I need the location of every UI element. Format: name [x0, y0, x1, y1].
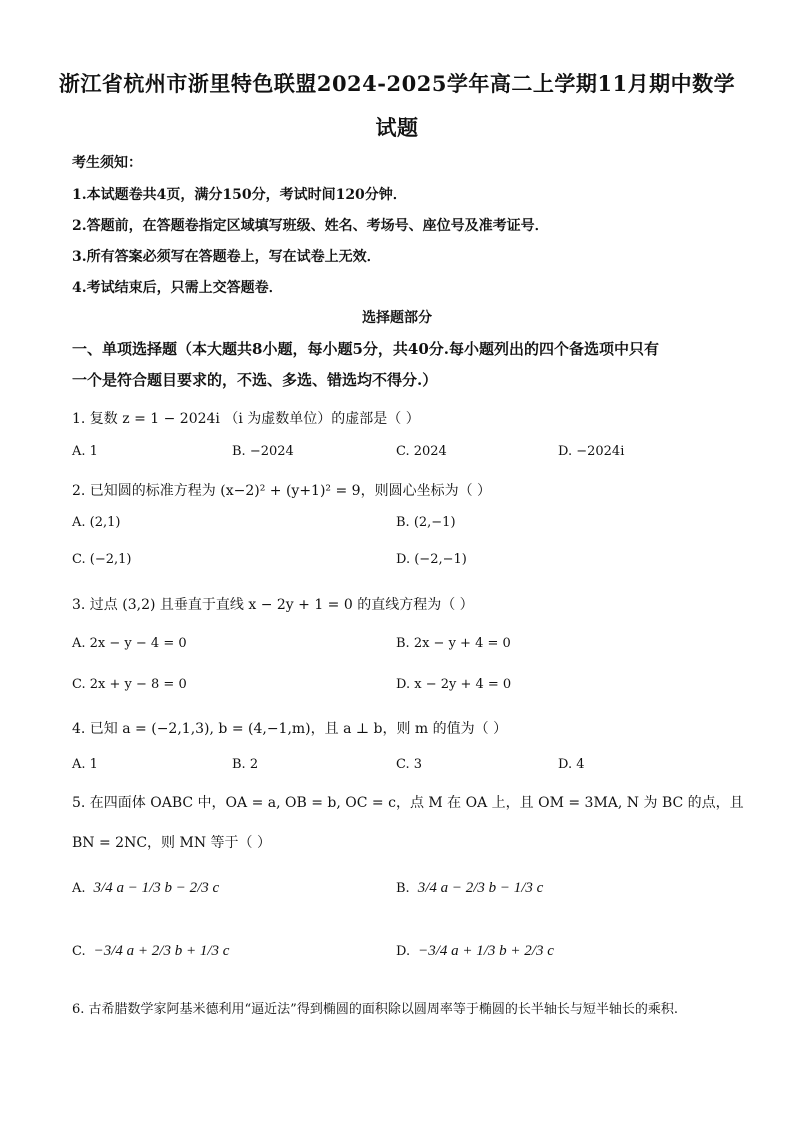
q3-option-a: A. 2x − y − 4 = 0	[72, 636, 187, 651]
question-5-stem-line1: 5. 在四面体 OABC 中，OA = a, OB = b, OC = c，点 M 在 OA 上，且 OM = 3MA, N 为 BC 的点，且	[72, 795, 744, 811]
q1-option-b: B. −2024	[232, 444, 294, 459]
q4-option-c: C. 3	[396, 757, 423, 772]
q5-option-c-expr: −3/4 a + 2/3 b + 1/3 c	[93, 943, 230, 959]
part1-instructions-line1: 一、单项选择题（本大题共8小题，每小题5分，共40分.每小题列出的四个备选项中只有	[72, 340, 659, 358]
question-4-stem: 4. 已知 a = (−2,1,3), b = (4,−1,m)，且 a ⊥ b，则 m 的值为（ ）	[72, 721, 508, 737]
q5-option-d-label: D.	[396, 944, 411, 959]
notice-heading: 考生须知：	[72, 155, 142, 171]
q5-option-b	[396, 880, 543, 897]
q4-option-b: B. 2	[232, 757, 259, 772]
q3-option-d: D. x − 2y + 4 = 0	[396, 677, 512, 692]
question-1-stem: 1. 复数 z = 1 − 2024i （i 为虚数单位）的虚部是（ ）	[72, 411, 420, 427]
question-5-stem-line2: BN = 2NC，则 MN 等于（ ）	[72, 835, 271, 851]
question-3-stem: 3. 过点 (3,2) 且垂直于直线 x − 2y + 1 = 0 的直线方程为（ ）	[72, 597, 474, 613]
question-6-stem: 6. 古希腊数学家阿基米德利用“逼近法”得到椭圆的面积除以圆周率等于椭圆的长半轴长与短半轴长的乘积.	[72, 1002, 678, 1017]
q5-option-a-label: A.	[72, 881, 86, 896]
q5-option-c-label: C.	[72, 944, 86, 959]
q1-option-c: C. 2024	[396, 444, 447, 459]
q5-option-b-label: B.	[396, 881, 410, 896]
q1-option-d: D. −2024i	[558, 444, 625, 459]
notice-item-2: 2.答题前，在答题卷指定区域填写班级、姓名、考场号、座位号及准考证号．	[72, 218, 549, 234]
q5-option-a-expr: 3/4 a − 1/3 b − 2/3 c	[93, 880, 220, 896]
q5-option-d	[396, 943, 554, 960]
question-2-stem: 2. 已知圆的标准方程为 (x−2)² + (y+1)² = 9，则圆心坐标为（ ）	[72, 483, 492, 499]
q2-option-a: A. (2,1)	[72, 515, 121, 530]
q3-option-b: B. 2x − y + 4 = 0	[396, 636, 511, 651]
q5-option-d-expr: −3/4 a + 1/3 b + 2/3 c	[418, 943, 554, 959]
q5-option-c	[72, 943, 229, 960]
q3-option-c: C. 2x + y − 8 = 0	[72, 677, 187, 692]
section-title: 选择题部分	[362, 310, 432, 326]
q1-option-a: A. 1	[72, 444, 98, 459]
q5-option-a	[72, 880, 219, 897]
notice-item-3: 3.所有答案必须写在答题卷上，写在试卷上无效．	[72, 249, 381, 265]
q5-option-b-expr: 3/4 a − 2/3 b − 1/3 c	[417, 880, 544, 896]
q4-option-d: D. 4	[558, 757, 585, 772]
q2-option-d: D. (−2,−1)	[396, 552, 467, 567]
notice-item-4: 4.考试结束后，只需上交答题卷．	[72, 280, 283, 296]
q2-option-c: C. (−2,1)	[72, 552, 132, 567]
document-title-line2: 试题	[375, 115, 419, 140]
part1-instructions-line2: 一个是符合题目要求的，不选、多选、错选均不得分.）	[72, 371, 438, 389]
notice-item-1: 1.本试题卷共4页，满分150分，考试时间120分钟．	[72, 187, 407, 203]
q4-option-a: A. 1	[72, 757, 98, 772]
document-title-line1: 浙江省杭州市浙里特色联盟2024-2025学年高二上学期11月期中数学	[58, 71, 736, 96]
q2-option-b: B. (2,−1)	[396, 515, 456, 530]
